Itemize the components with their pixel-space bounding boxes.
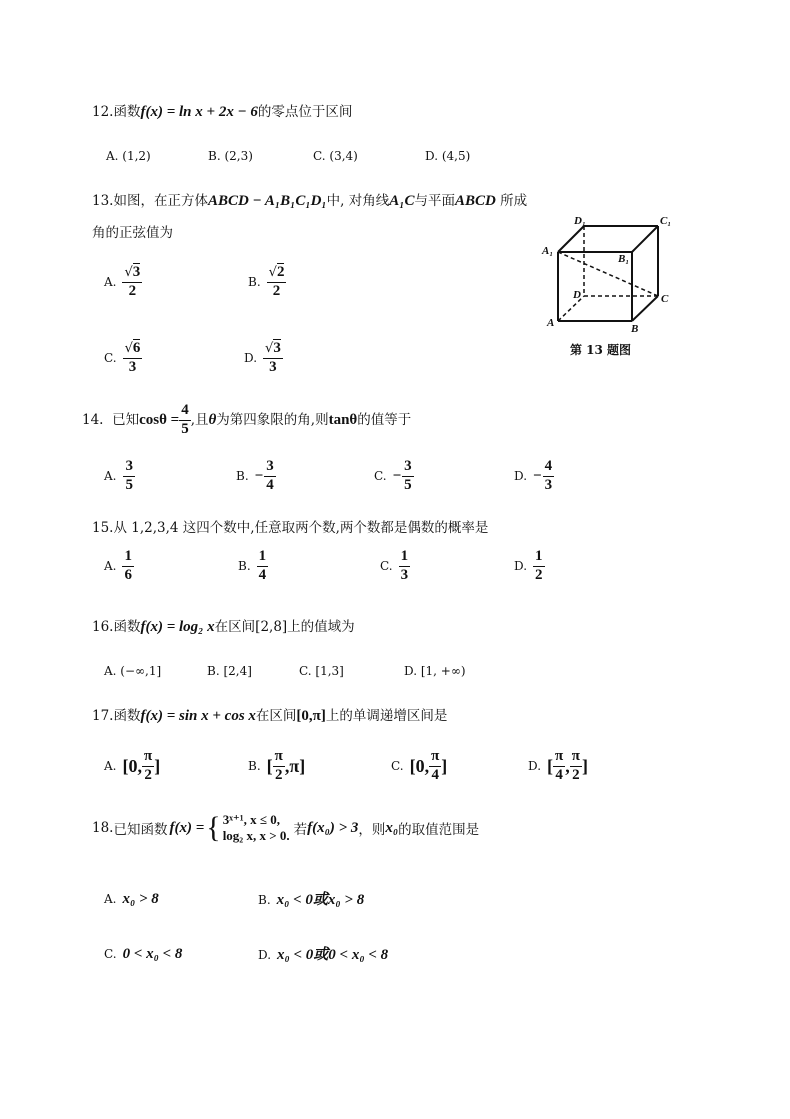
denominator: 4 [555,766,563,783]
q14-tan: tanθ [328,411,358,428]
option-expression: x₀ < 0或x₀ > 8 [276,892,365,908]
sign: − [533,467,542,484]
q16-text-2: 在区间[2,8]上的值域为 [214,619,355,635]
q17-option-b [248,749,305,784]
question-12 [92,100,352,121]
fraction [142,749,154,784]
q18-condition: f(x₀) > 3 [307,819,359,836]
q14-theta: θ [208,411,217,428]
q17-option-a [104,749,160,784]
q16-option-d: D. [1, +∞) [404,664,466,678]
question-number: 16. [92,619,114,635]
numerator: 1 [533,549,545,567]
q18-text-1: 已知函数 [113,822,168,839]
fraction [429,749,441,784]
label-a1: A₁ [542,245,554,257]
denominator: 5 [125,476,133,493]
numerator: 2 [276,264,285,280]
denominator: 5 [404,476,412,493]
numerator: 3 [273,340,281,356]
fraction [264,459,276,494]
sign: − [254,467,264,484]
question-18 [92,812,479,845]
question-number: 14. [82,411,104,428]
option-label: B. [258,892,271,907]
fraction: $\frac{√6}{3}$ [124,340,141,375]
cube-figure [540,212,680,362]
q12-option-c: C. (3,4) [313,149,358,163]
question-17 [92,704,447,725]
q13-plane: ABCD [454,193,496,209]
q18-text-3: ，则 [358,822,386,839]
fraction [122,549,134,584]
label-c: C [661,293,669,305]
option-label: A. [104,559,117,574]
label-c1: C₁ [660,215,672,227]
q14-text-1: 已知 [112,411,140,428]
q12-text-2: 的零点位于区间 [257,104,353,120]
piecewise-cases [223,812,290,845]
q18-option-a [104,888,159,908]
fraction [273,749,285,784]
q14-text-3: 为第四象限的角,则 [216,411,329,428]
q13-text-1: 如图，在正方体 [113,193,208,209]
q18-fx: f(x) = [169,819,205,836]
q13-option-c [104,341,142,376]
q16-option-b: B. [2,4] [207,664,252,678]
q17-expression: f(x) = sin x + cos x [140,708,256,724]
q16-option-c: C. [1,3] [299,664,344,678]
option-label: D. [514,469,528,484]
q15-option-c [380,549,410,584]
numerator: 6 [132,340,141,356]
numerator: 1 [399,549,411,567]
fraction: $\frac{√3}{2}$ [124,264,141,299]
bracket-right: ,π] [284,755,306,776]
bracket-right: ] [154,755,161,776]
option-label: D. [528,759,542,774]
bracket-left: [0, [409,755,430,776]
q12-option-a: A. (1,2) [106,149,151,163]
option-label: C. [380,559,393,574]
q17-option-c [391,749,447,784]
option-label: A. [104,469,117,484]
q15-option-d [514,549,545,584]
numerator: π [553,749,565,767]
bracket-left: [ [266,755,273,776]
q18-option-d [258,943,388,964]
q17-text-1: 函数 [113,708,141,724]
option-label: A. [104,759,117,774]
fraction [553,749,565,784]
q13-line-2: 角的正弦值为 [92,225,173,241]
fraction [533,549,545,584]
denominator: 4 [266,476,274,493]
sign: − [392,467,402,484]
q18-option-b [258,888,364,909]
numerator: 3 [264,459,276,477]
question-number: 12. [92,104,114,120]
numerator: π [429,749,441,767]
q13-text-4: 所成 [500,193,528,209]
label-d1: D₁ [574,215,586,227]
denominator: 6 [124,566,132,583]
q18-text-2: 若 [293,822,308,839]
case-2: log₂ x, x > 0. [222,828,290,844]
numerator: 1 [122,549,134,567]
q16-text-1: 函数 [113,619,141,635]
fraction: $\frac{√2}{2}$ [268,264,285,299]
numerator: 4 [179,403,191,421]
option-label: B. [236,469,249,484]
edge-bc [632,296,658,321]
figure-caption: 第 13 题图 [570,343,632,357]
q14-cos: cosθ = [139,411,180,428]
numerator: 3 [402,459,414,477]
q18-text-4: 的取值范围是 [398,822,480,839]
q14-option-a [104,459,135,494]
q14-option-d [514,459,554,494]
q13-text-3: 与平面 [414,193,455,209]
denominator: 2 [272,282,281,299]
option-label: B. [248,759,261,774]
question-number: 18. [92,820,114,837]
denominator: 2 [128,282,137,299]
option-label: A. [104,891,117,906]
numerator: 4 [543,459,555,477]
option-label: D. [258,947,272,962]
option-label: C. [374,469,387,484]
numerator: π [142,749,154,767]
label-b1: B₁ [618,253,630,265]
q17-text-2: 在区间 [255,708,297,724]
q13-text-2: 中, 对角线 [326,193,390,209]
denominator: 3 [269,358,277,375]
q12-option-b: B. (2,3) [208,149,253,163]
question-15: 15.从 1,2,3,4 这四个数中,任意取两个数,两个数都是偶数的概率是 [92,520,489,536]
q16-option-a: A. (−∞,1] [104,664,162,678]
edge-a1d1 [558,226,584,252]
q12-option-d: D. (4,5) [425,149,471,163]
option-label: C. [104,351,117,366]
fraction-2 [570,749,582,784]
question-13 [92,189,527,210]
denominator: 2 [144,766,152,783]
bracket-right: ] [441,755,448,776]
q12-text-1: 函数 [113,104,141,120]
q13-option-a [104,265,142,300]
denominator: 5 [181,420,189,437]
option-expression: 0 < x₀ < 8 [122,946,183,962]
bracket-left: [0, [122,755,142,776]
question-16 [92,615,355,636]
q17-text-3: 上的单调递增区间是 [325,708,448,724]
q13-option-b [248,265,286,300]
denominator: 2 [572,766,580,783]
q15-option-a [104,549,134,584]
option-label: A. [104,275,117,290]
q16-expression: f(x) = log₂ x [140,619,215,635]
q18-option-c [104,943,182,963]
fraction [399,549,411,584]
fraction [123,459,135,494]
option-label: C. [391,759,404,774]
q13-option-d [244,341,283,376]
label-d: D [573,289,581,301]
fraction [543,459,555,494]
denominator: 4 [431,766,439,783]
q14-text-4: 的值等于 [357,411,412,428]
numerator: π [570,749,582,767]
denominator: 2 [275,766,283,783]
q18-x0: x₀ [385,819,399,836]
label-a: A [547,317,555,329]
question-number: 13. [92,193,114,209]
q14-option-b [236,459,276,494]
option-expression: x₀ > 8 [122,891,159,907]
q13-solid: ABCD − A₁B₁C₁D₁ [207,193,327,209]
option-label: B. [248,275,261,290]
numerator: π [273,749,285,767]
question-number: 17. [92,708,114,724]
numerator: 1 [257,549,269,567]
q14-text-2: ,且 [190,411,209,428]
fraction: $\frac{√3}{3}$ [265,340,281,375]
label-b: B [631,323,639,335]
option-label: C. [104,946,117,961]
q13-diagonal: A₁C [389,193,415,209]
fraction [257,549,269,584]
case-1: 3ˣ⁺¹, x ≤ 0, [222,812,281,827]
option-label: B. [238,559,251,574]
option-expression: x₀ < 0或0 < x₀ < 8 [277,947,389,963]
option-label: D. [514,559,528,574]
q17-option-d: D. [ $\frac{\pi}{4}$ , $\frac{\pi}{2}$ ] [528,748,588,783]
question-14 [82,403,411,438]
q15-option-b [238,549,268,584]
fraction [179,403,191,438]
denominator: 2 [535,566,543,583]
bracket-right: ] [581,755,588,776]
denominator: 3 [544,476,553,493]
denominator: 3 [128,358,137,375]
q12-expression: f(x) = ln x + 2x − 6 [140,104,258,120]
q17-interval: [0,π] [296,708,326,724]
option-label: D. [244,351,258,366]
denominator: 4 [258,566,267,583]
numerator: 3 [132,264,141,280]
denominator: 3 [400,566,409,583]
numerator: 3 [123,459,135,477]
q14-option-c [374,459,414,494]
bracket-left: [ [547,755,554,776]
fraction [402,459,414,494]
edge-b1c1 [632,226,658,252]
piecewise-brace: { [206,811,221,845]
